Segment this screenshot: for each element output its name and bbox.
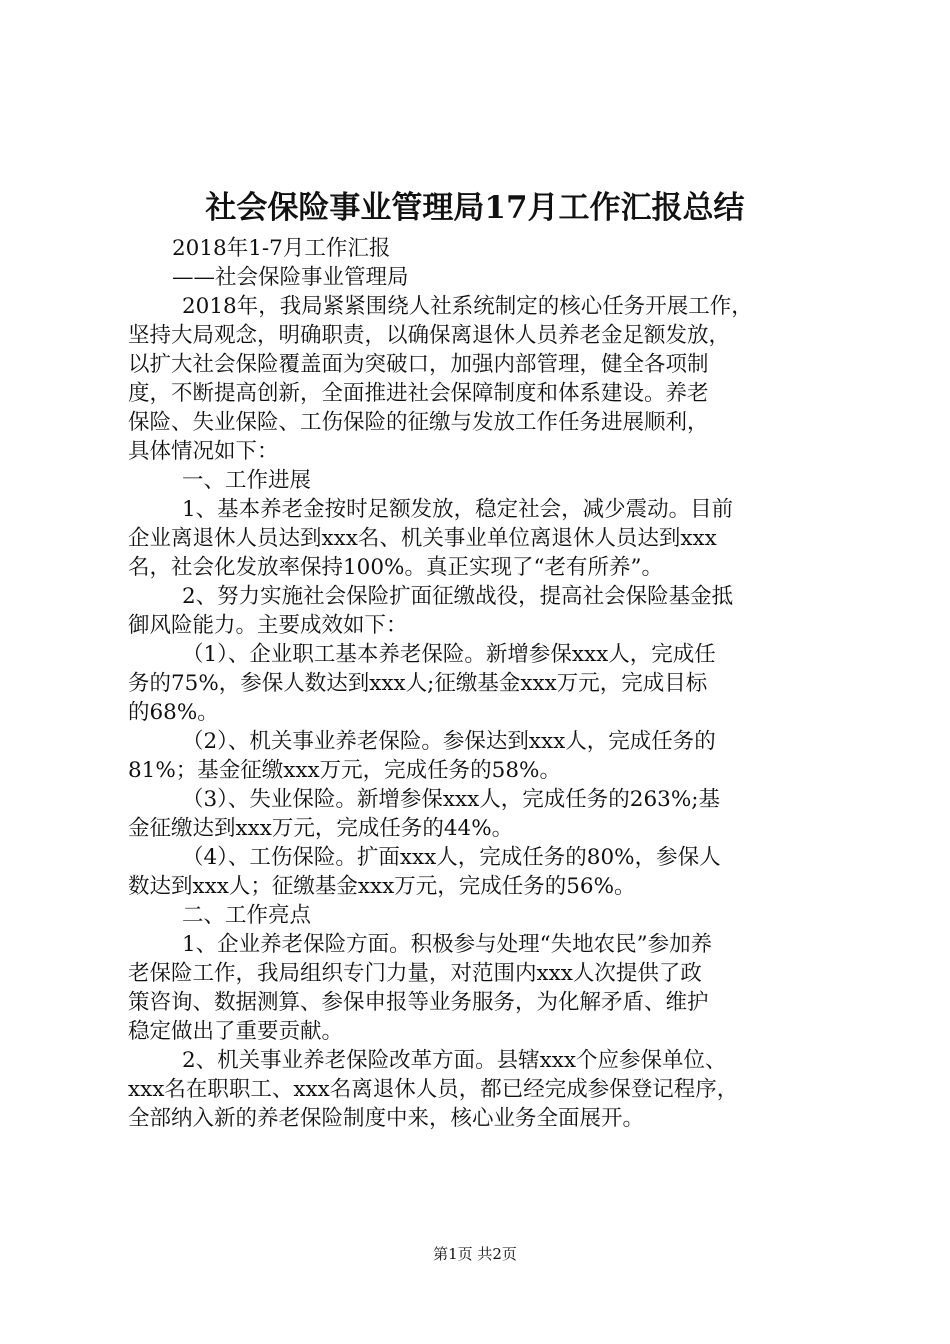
paragraph-line: 的68%。 — [128, 700, 219, 725]
paragraph-line: 稳定做出了重要贡献。 — [128, 1019, 344, 1044]
paragraph-line: 1、企业养老保险方面。积极参与处理“失地农民”参加养 — [182, 932, 713, 957]
paragraph-line: 策咨询、数据测算、参保申报等业务服务，为化解矛盾、维护 — [128, 990, 709, 1015]
paragraph-line: 名，社会化发放率保持100%。真正实现了“老有所养”。 — [128, 555, 663, 580]
page-number-footer: 第1页 共2页 — [433, 1245, 517, 1263]
paragraph-line: （1）、企业职工基本养老保险。新增参保xxx人，完成任 — [182, 642, 716, 667]
paragraph-line: 御风险能力。主要成效如下： — [128, 613, 408, 638]
paragraph-line: 具体情况如下： — [128, 439, 279, 464]
paragraph-line: 2018年，我局紧紧围绕人社系统制定的核心任务开展工作， — [182, 294, 753, 319]
paragraph-line: 金征缴达到xxx万元，完成任务的44%。 — [128, 816, 514, 841]
paragraph-line: （3）、失业保险。新增参保xxx人，完成任务的263%;基 — [182, 787, 721, 812]
report-period: 2018年1-7月工作汇报 — [172, 236, 391, 261]
paragraph-line: 坚持大局观念，明确职责，以确保离退休人员养老金足额发放， — [128, 323, 731, 348]
paragraph-line: 保险、失业保险、工伤保险的征缴与发放工作任务进展顺利， — [128, 410, 709, 435]
paragraph-line: 度，不断提高创新，全面推进社会保障制度和体系建设。养老 — [128, 381, 709, 406]
paragraph-line: 数达到xxx人；征缴基金xxx万元，完成任务的56%。 — [128, 874, 636, 899]
paragraph-line: （4）、工伤保险。扩面xxx人，完成任务的80%，参保人 — [182, 845, 721, 870]
paragraph-line: 81%；基金征缴xxx万元，完成任务的58%。 — [128, 758, 561, 783]
paragraph-line: 1、基本养老金按时足额发放，稳定社会，减少震动。目前 — [182, 497, 734, 522]
paragraph-line: 以扩大社会保险覆盖面为突破口，加强内部管理，健全各项制 — [128, 352, 709, 377]
paragraph-line: 全部纳入新的养老保险制度中来，核心业务全面展开。 — [128, 1106, 645, 1131]
section-heading: 二、工作亮点 — [182, 903, 312, 928]
document-title: 社会保险事业管理局17月工作汇报总结 — [205, 190, 745, 226]
document-body — [128, 234, 828, 1133]
paragraph-line: （2）、机关事业养老保险。参保达到xxx人，完成任务的 — [182, 729, 716, 754]
report-author: ——社会保险事业管理局 — [172, 265, 409, 290]
paragraph-line: xxx名在职职工、xxx名离退休人员，都已经完成参保登记程序， — [128, 1077, 739, 1102]
paragraph-line: 企业离退休人员达到xxx名、机关事业单位离退休人员达到xxx — [128, 526, 717, 551]
paragraph-line: 务的75%，参保人数达到xxx人;征缴基金xxx万元，完成目标 — [128, 671, 708, 696]
paragraph-line: 老保险工作，我局组织专门力量，对范围内xxx人次提供了政 — [128, 961, 702, 986]
paragraph-line: 2、努力实施社会保险扩面征缴战役，提高社会保险基金抵 — [182, 584, 734, 609]
section-heading: 一、工作进展 — [182, 468, 312, 493]
paragraph-line: 2、机关事业养老保险改革方面。县辖xxx个应参保单位、 — [182, 1048, 727, 1073]
